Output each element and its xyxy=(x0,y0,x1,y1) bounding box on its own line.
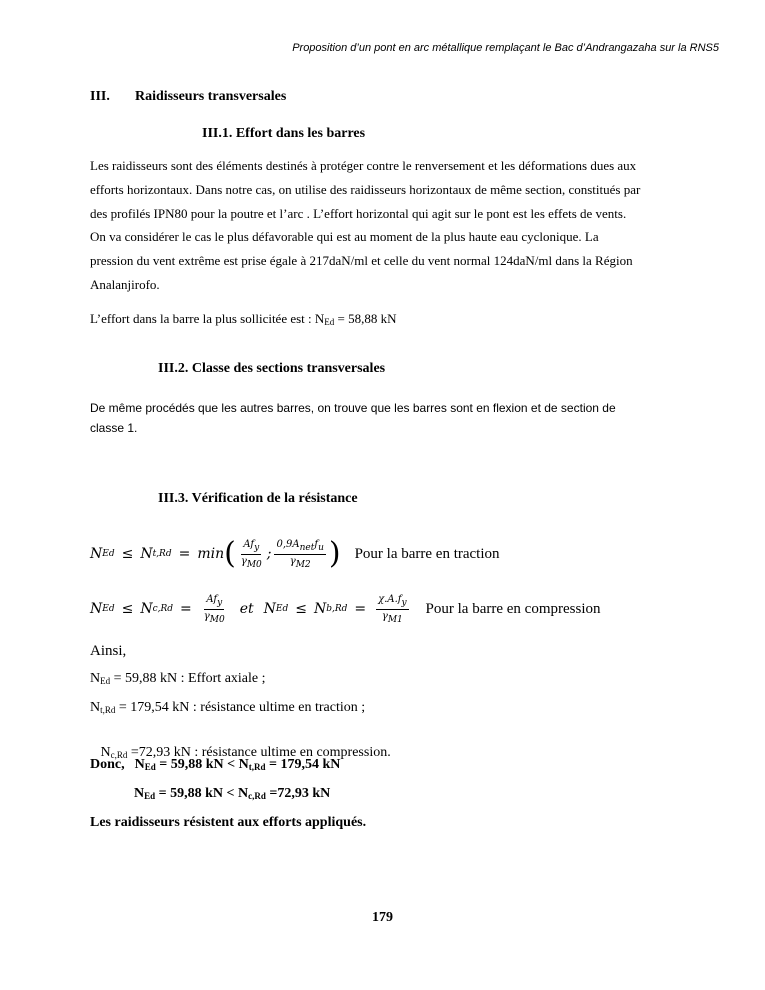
result-symbol: N xyxy=(90,671,101,686)
section-number: III. xyxy=(90,89,110,104)
formula-subscript: b,Rd xyxy=(326,604,348,614)
formula-symbol: N xyxy=(90,546,103,562)
effort-subscript: Ed xyxy=(324,317,335,327)
close-paren: ) xyxy=(328,536,341,571)
paragraph-line: efforts horizontaux. Dans notre cas, on utilise des raidisseurs horizontaux de même section, constitués par xyxy=(90,181,641,197)
open-paren: ( xyxy=(224,536,236,571)
paragraph-line: pression du vent extrême est prise égale à 217daN/ml et celle du vent normal 124daN/ml dans la Région xyxy=(90,253,633,269)
formula-description: Pour la barre en compression xyxy=(425,600,601,617)
fraction-denominator: γ xyxy=(203,610,210,622)
conclusion-line-2 xyxy=(134,786,330,802)
formula-operator: = xyxy=(180,601,192,617)
section-title: Raidisseurs transversales xyxy=(135,89,287,104)
section-heading xyxy=(90,89,286,105)
formula-compression xyxy=(90,587,601,631)
result-subscript: t,Rd xyxy=(100,705,116,715)
conclusion-subscript: c,Rd xyxy=(248,791,266,801)
fraction-denominator: γ xyxy=(381,610,388,622)
formula-operator: ≤ xyxy=(295,601,307,617)
result-ned xyxy=(90,671,266,687)
fraction-numerator: 0,9A xyxy=(276,538,300,550)
conclusion-symbol: N xyxy=(134,757,145,772)
result-ntrd xyxy=(90,700,365,716)
formula-subscript: Ed xyxy=(102,549,115,559)
result-text: = 179,54 kN : résistance ultime en traction ; xyxy=(115,700,366,715)
result-subscript: Ed xyxy=(100,676,111,686)
subsection-1-heading: III.1. Effort dans les barres xyxy=(202,126,366,141)
fraction-subscript: M0 xyxy=(246,559,262,570)
conclusion-subscript: Ed xyxy=(144,791,156,801)
formula-separator: ; xyxy=(266,546,272,562)
conclusion-symbol: N xyxy=(134,786,145,801)
formula-min: min xyxy=(197,546,225,562)
fraction-subscript: y xyxy=(401,597,407,608)
running-header: Proposition d’un pont en arc métallique remplaçant le Bac d’Andrangazaha sur la RNS5 xyxy=(292,42,719,54)
page-number: 179 xyxy=(372,910,393,925)
subsection-2-heading: III.2. Classe des sections transversales xyxy=(158,361,386,376)
donc-label: Donc, xyxy=(90,757,125,772)
fraction-subscript: u xyxy=(318,542,324,553)
fraction-denominator: γ xyxy=(289,555,296,567)
formula-operator: ≤ xyxy=(121,546,134,562)
paragraph-line: classe 1. xyxy=(90,421,138,435)
subsection-3-heading: III.3. Vérification de la résistance xyxy=(158,491,358,506)
fraction-denominator: γ xyxy=(240,555,247,567)
formula-subscript: c,Rd xyxy=(152,604,174,614)
paragraph-line: On va considérer le cas le plus défavorable qui est au moment de la plus haute eau cyclonique. La xyxy=(90,229,599,245)
formula-operator: = xyxy=(354,601,367,617)
fraction-subscript: net xyxy=(299,542,315,553)
fraction-subscript: M0 xyxy=(209,614,225,625)
fraction-numerator: Af xyxy=(206,593,218,605)
effort-value: = 58,88 kN xyxy=(334,311,397,326)
result-text: =72,93 kN : résistance ultime en compression. xyxy=(127,745,391,760)
conclusion-subscript: Ed xyxy=(144,762,156,772)
formula-symbol: N xyxy=(140,546,153,562)
formula-traction xyxy=(90,532,500,576)
formula-subscript: Ed xyxy=(275,604,289,614)
formula-conjunction: et xyxy=(239,601,254,617)
formula-symbol: N xyxy=(313,601,327,617)
formula-symbol: N xyxy=(90,601,103,617)
conclusion-text: =72,93 kN xyxy=(265,786,331,801)
fraction-numerator: Af xyxy=(243,538,255,550)
effort-label: L’effort dans la barre la plus sollicitée est : N xyxy=(90,311,325,326)
fraction-numerator: χ.A.f xyxy=(378,593,402,605)
formula-description: Pour la barre en traction xyxy=(354,545,500,562)
fraction-numerator: f xyxy=(314,538,319,550)
formula-operator: ≤ xyxy=(121,601,134,617)
fraction-af-gamma-m0 xyxy=(239,539,264,570)
fraction-subscript: y xyxy=(254,542,260,553)
conclusion-line-1 xyxy=(90,757,340,773)
fraction-subscript: y xyxy=(217,597,223,608)
conclusion-text: = 179,54 kN xyxy=(265,757,341,772)
subsection-1-paragraph xyxy=(90,154,686,297)
result-symbol: N xyxy=(97,745,111,760)
final-conclusion: Les raidisseurs résistent aux efforts appliqués. xyxy=(90,815,367,830)
conclusion-subscript: t,Rd xyxy=(248,762,266,772)
paragraph-line: Analanjirofo. xyxy=(90,276,160,292)
subsection-2-paragraph xyxy=(90,398,690,438)
formula-symbol: N xyxy=(140,601,153,617)
conclusion-text: = 59,88 kN < N xyxy=(155,786,249,801)
fraction-af-gamma-m0 xyxy=(202,594,227,625)
fraction-anet-gamma-m2 xyxy=(274,539,325,570)
fraction-chi-gamma-m1 xyxy=(376,594,408,625)
ainsi-label: Ainsi, xyxy=(90,643,127,659)
paragraph-line: Les raidisseurs sont des éléments destinés à protéger contre le renversement et les déformations dues aux xyxy=(90,158,637,173)
paragraph-line: De même procédés que les autres barres, on trouve que les barres sont en flexion et de section de xyxy=(90,401,616,415)
formula-operator: = xyxy=(178,546,191,562)
result-text: = 59,88 kN : Effort axiale ; xyxy=(110,671,266,686)
formula-symbol: N xyxy=(263,601,276,617)
paragraph-line: des profilés IPN80 pour la poutre et l’arc . L’effort horizontal qui agit sur le pont est les effets de vents. xyxy=(90,205,627,221)
fraction-subscript: M1 xyxy=(387,614,403,625)
conclusion-text: = 59,88 kN < N xyxy=(155,757,249,772)
fraction-subscript: M2 xyxy=(295,559,311,570)
formula-subscript: t,Rd xyxy=(152,549,172,559)
result-subscript: c,Rd xyxy=(110,750,128,760)
result-symbol: N xyxy=(90,700,101,715)
effort-statement xyxy=(90,311,397,327)
formula-subscript: Ed xyxy=(102,604,115,614)
